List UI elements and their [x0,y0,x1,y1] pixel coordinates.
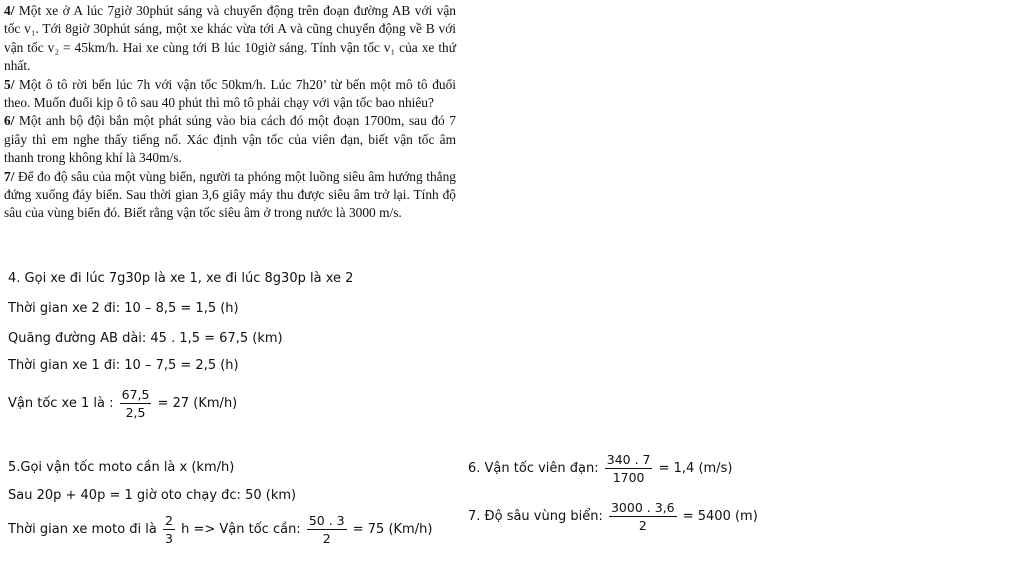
solution-5-line-2: Sau 20p + 40p = 1 giờ oto chạy đc: 50 (km) [8,488,297,503]
solution-7 [468,500,758,533]
solution-4-line-5 [8,387,237,420]
text: h => Vận tốc cần: [176,522,305,537]
problem-number: 5/ [4,76,15,92]
problem-4 [4,2,456,76]
problem-6 [4,112,456,167]
solution-4-line-2: Thời gian xe 2 đi: 10 – 8,5 = 1,5 (h) [8,301,239,316]
fraction [163,513,175,546]
denominator: 3 [165,531,173,546]
text: = 5400 (m) [678,509,758,524]
numerator: 2 [165,513,173,528]
problem-5 [4,76,456,113]
solution-5-line-1: 5.Gọi vận tốc moto cần là x (km/h) [8,460,235,475]
solution-4-line-4: Thời gian xe 1 đi: 10 – 7,5 = 2,5 (h) [8,358,239,373]
problem-text: Để đo độ sâu của một vùng biển, người ta phóng một luồng siêu âm hướng thẳng đứng xuống đáy biển. Sau thời gian 3,6 giây máy thu được siêu âm trở lại. Tính độ sâu của vùng biển đó. Biết rằng vận tốc siêu âm ở trong nước là 3000 m/s. [4,168,456,221]
problem-text: Một ô tô rời bến lúc 7h với vận tốc 50km/h. Lúc 7h20’ từ bến một mô tô đuổi theo. Muốn đuổi kịp ô tô sau 40 phút thì mô tô phải chạy với vận tốc bao nhiêu? [4,76,456,111]
numerator: 340 . 7 [606,452,651,467]
problem-list [4,2,456,223]
numerator: 3000 . 3,6 [610,500,675,515]
fraction [120,387,152,420]
solution-4-line-3: Quãng đường AB dài: 45 . 1,5 = 67,5 (km) [8,331,283,346]
solution-4-line-1: 4. Gọi xe đi lúc 7g30p là xe 1, xe đi lúc 8g30p là xe 2 [8,271,354,286]
problem-number: 4/ [4,3,15,18]
text: = 27 (Km/h) [153,396,238,411]
fraction [605,452,653,485]
problem-text: Một xe ở A lúc 7giờ 30phút sáng và chuyển động trên đoạn đường AB với vận tốc v₁. Tới 8giờ 30phút sáng, một xe khác vừa tới A và cũng chuyển động về B với vận tốc v₂ = 45km/h. Hai xe cùng tới B lúc 10giờ sáng. Tính vận tốc v₁ của xe thứ nhất. [4,3,456,74]
denominator: 1700 [612,470,645,485]
solution-6 [468,452,732,485]
text: = 1,4 (m/s) [654,461,733,476]
text: 7. Độ sâu vùng biển: [468,509,607,524]
fraction [609,500,677,533]
text: Vận tốc xe 1 là : [8,396,118,411]
numerator: 67,5 [121,387,150,402]
numerator: 50 . 3 [308,513,345,528]
problem-text: Một anh bộ đội bắn một phát súng vào bia cách đó một đoạn 1700m, sau đó 7 giây thì em nghe thấy tiếng nổ. Xác định vận tốc của viên đạn, biết vận tốc âm thanh trong không khí là 340m/s. [4,113,456,166]
solution-5-line-3 [8,513,432,546]
text: = 75 (Km/h) [348,522,433,537]
denominator: 2 [322,531,331,546]
fraction [307,513,347,546]
text: 6. Vận tốc viên đạn: [468,461,603,476]
denominator: 2 [638,518,647,533]
problem-number: 6/ [4,113,15,129]
problem-number: 7/ [4,168,15,184]
text: Thời gian xe moto đi là [8,522,162,537]
problem-7 [4,168,456,223]
denominator: 2,5 [125,405,146,420]
